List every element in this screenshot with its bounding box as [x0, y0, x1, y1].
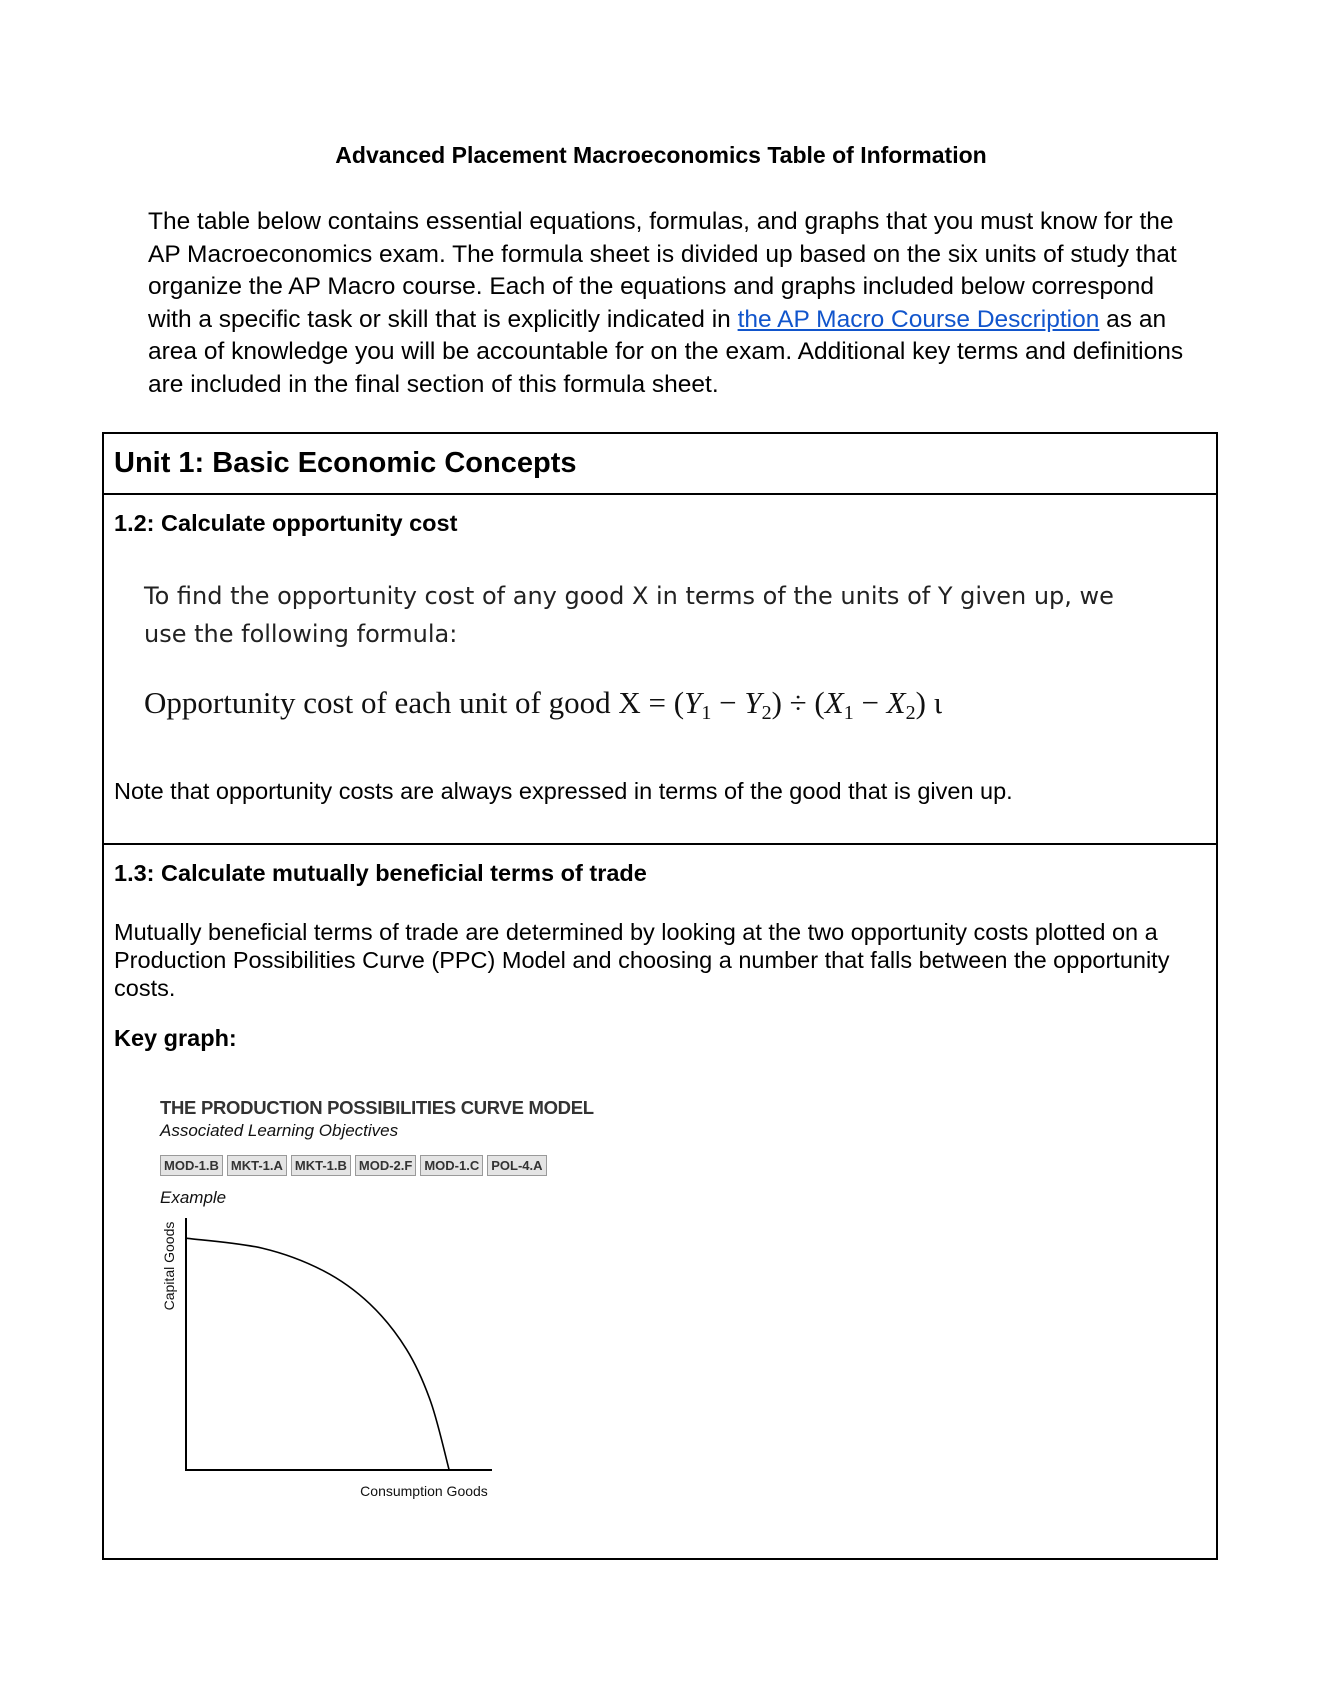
- y-axis-label: Capital Goods: [161, 1221, 177, 1311]
- formula-x1-sub: 1: [843, 702, 854, 724]
- course-description-link[interactable]: the AP Macro Course Description: [737, 305, 1100, 333]
- opportunity-cost-formula: Opportunity cost of each unit of good $X = (Y_1 - Y_2) \div (X_1 - X_2)$ ι: [144, 685, 943, 724]
- opportunity-cost-lead: To find the opportunity cost of any good X in terms of the units of Y given up, we use the following formula:: [144, 582, 1114, 648]
- objective-badge: MOD-1.C: [420, 1155, 483, 1176]
- objective-badge: MOD-1.B: [160, 1155, 223, 1176]
- unit-1-header: [104, 434, 1216, 495]
- ppc-figure-subtitle: Associated Learning Objectives: [160, 1121, 399, 1140]
- formula-y2-sub: 2: [761, 702, 772, 724]
- unit-1-title: Unit 1: Basic Economic Concepts: [114, 447, 577, 479]
- intro-paragraph: [148, 206, 1198, 401]
- objective-badge: POL-4.A: [487, 1155, 546, 1176]
- learning-objectives-badges: [160, 1155, 547, 1176]
- formula-y2: Y: [744, 685, 762, 720]
- ppc-chart: [150, 1208, 510, 1508]
- ppc-curve: [186, 1238, 449, 1470]
- formula-trail: ι: [933, 685, 943, 720]
- formula-x1: X: [824, 685, 844, 720]
- formula-y1-sub: 1: [701, 702, 712, 724]
- objective-badge: MKT-1.B: [291, 1155, 351, 1176]
- terms-of-trade-paragraph: Mutually beneficial terms of trade are determined by looking at the two opportunity costs plotted on a Production Possibilities Curve (PPC) Model and choosing a number that falls between the opportunity costs.: [114, 919, 1170, 1001]
- formula-x2-sub: 2: [905, 702, 916, 724]
- intro-text-after-link: as an area of knowledge you will be accountable for on the exam. Additional key terms and definitions are included in the final section of this formula sheet.: [148, 305, 1184, 398]
- section-1-2: [104, 495, 1216, 845]
- formula-x2: X: [886, 685, 906, 720]
- intro-text-before-link: The table below contains essential equations, formulas, and graphs that you must know for the AP Macroeconomics exam. The formula sheet is divided up based on the six units of study that organize the AP Macro course. Each of the equations and graphs included below correspond with a specific task or skill that is explicitly indicated in: [148, 208, 1177, 333]
- ppc-example-label: Example: [160, 1188, 227, 1207]
- objective-badge: MKT-1.A: [227, 1155, 287, 1176]
- ppc-figure-title: THE PRODUCTION POSSIBILITIES CURVE MODEL: [160, 1097, 594, 1118]
- x-axis-label: Consumption Goods: [360, 1483, 488, 1499]
- opportunity-cost-note: Note that opportunity costs are always expressed in terms of the good that is given up.: [114, 778, 1013, 804]
- document-title: Advanced Placement Macroeconomics Table of Information: [335, 142, 987, 168]
- formula-y1: Y: [684, 685, 702, 720]
- section-1-3-title: 1.3: Calculate mutually beneficial terms of trade: [114, 860, 647, 886]
- key-graph-label: Key graph:: [114, 1025, 237, 1051]
- formula-lhs: Opportunity cost of each unit of good X =: [144, 685, 667, 720]
- objective-badge: MOD-2.F: [355, 1155, 416, 1176]
- section-1-2-title: 1.2: Calculate opportunity cost: [114, 510, 458, 536]
